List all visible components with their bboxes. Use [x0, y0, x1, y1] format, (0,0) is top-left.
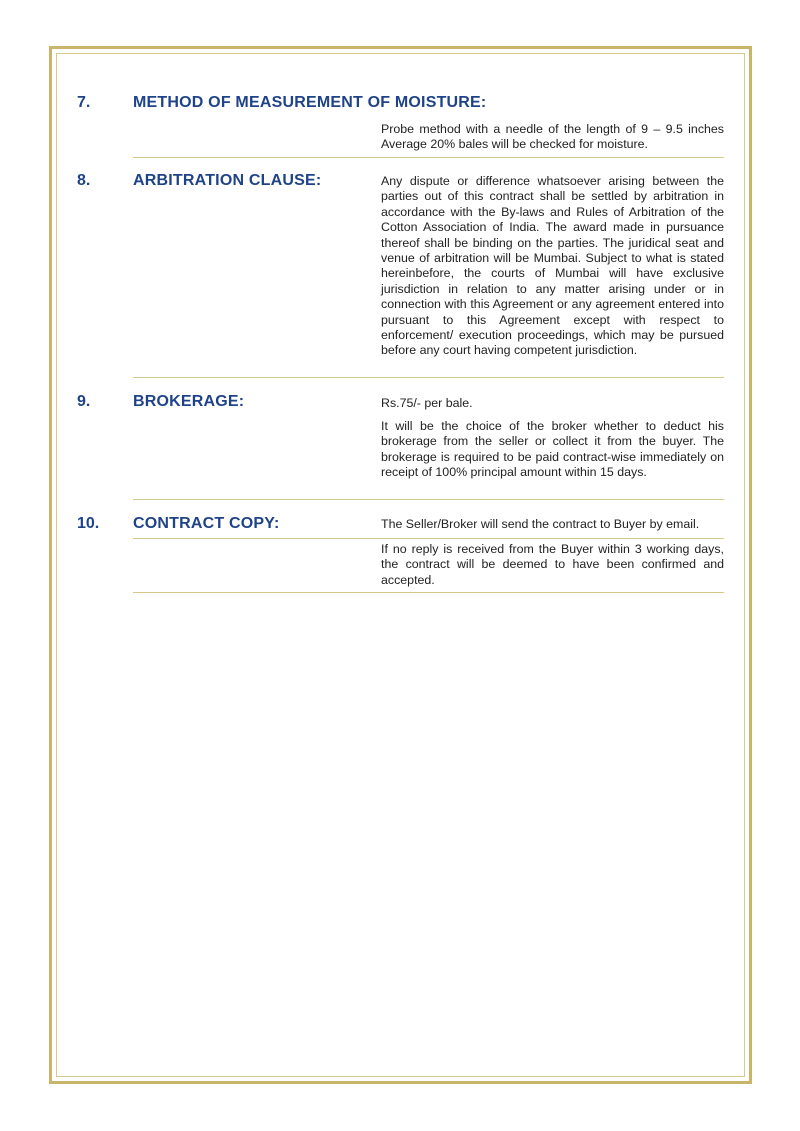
section-8-number: 8. — [77, 172, 91, 189]
section-10-paragraph-2: If no reply is received from the Buyer within 3 working days, the contract will be deemed to have been confirmed and accepted. — [381, 542, 724, 587]
section-10-number: 10. — [77, 515, 100, 532]
section-8-divider — [133, 377, 724, 378]
section-9-paragraph-1: Rs.75/- per bale. — [381, 396, 473, 410]
section-8-paragraph-1: Any dispute or difference whatsoever arising between the parties out of this contract shall be settled by arbitration in accordance with the By-laws and Rules of Arbitration of the Cotton Association of India. The award made in pursuance thereof shall be binding on the parties. The juridical seat and venue of arbitration will be Mumbai. Subject to what is stated hereinbefore, the courts of Mumbai will have exclusive jurisdiction in relation to any matter arising under or in connection with this Agreement or any agreement entered into pursuant to this Agreement except with respect to enforcement/ execution proceedings, which may be pursued before any court having competent jurisdiction. — [381, 174, 724, 358]
section-10-divider — [133, 592, 724, 593]
section-10-inner-divider — [133, 538, 724, 539]
section-9-number: 9. — [77, 393, 91, 410]
section-9-heading: BROKERAGE: — [133, 393, 245, 410]
section-9-divider — [133, 499, 724, 500]
section-7-number: 7. — [77, 94, 91, 111]
section-10-heading: CONTRACT COPY: — [133, 515, 280, 532]
section-8-heading: ARBITRATION CLAUSE: — [133, 172, 322, 189]
section-7-divider — [133, 157, 724, 158]
section-10-paragraph-1: The Seller/Broker will send the contract to Buyer by email. — [381, 517, 700, 531]
section-7-heading: METHOD OF MEASUREMENT OF MOISTURE: — [133, 94, 487, 111]
section-9-paragraph-2: It will be the choice of the broker whether to deduct his brokerage from the seller or collect it from the buyer. The brokerage is required to be paid contract-wise immediately on receipt of 100% principal amount within 15 days. — [381, 419, 724, 480]
section-7-paragraph-1: Probe method with a needle of the length of 9 – 9.5 inches Average 20% bales will be checked for moisture. — [381, 122, 724, 152]
